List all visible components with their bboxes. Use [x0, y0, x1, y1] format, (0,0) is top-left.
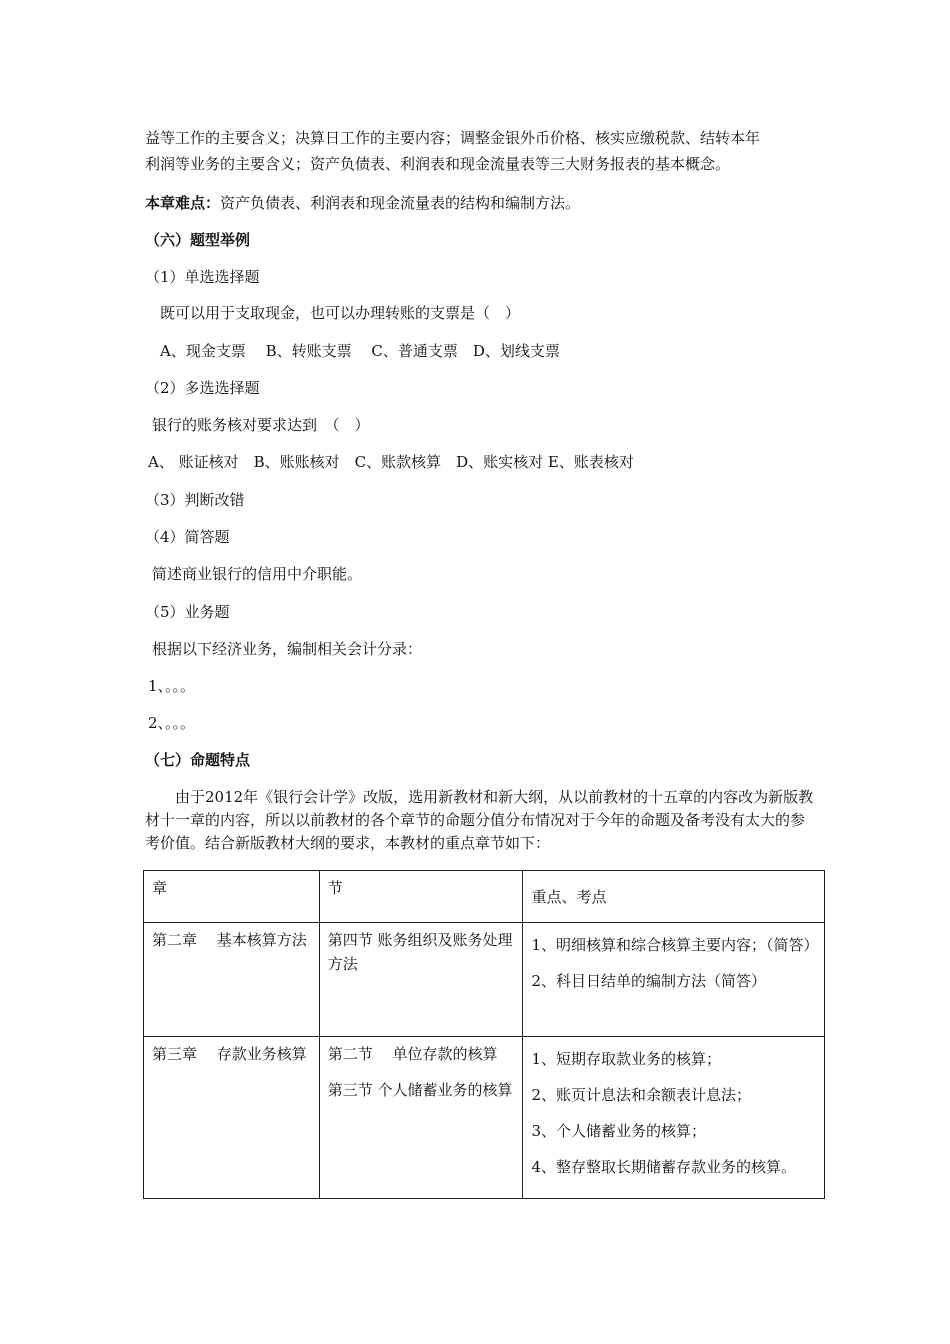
row2-section-1: 第二节 单位存款的核算	[327, 1045, 498, 1063]
q5-item-2: 2、。。。	[148, 714, 196, 732]
row2-chapter: 第三章 存款业务核算	[144, 1037, 320, 1199]
row1-point-2: 2、科目日结单的编制方法（简答）	[531, 972, 766, 990]
row2-point-1: 1、短期存取款业务的核算；	[531, 1050, 721, 1068]
difficulty-label: 本章难点：	[145, 194, 221, 212]
row1-points	[523, 923, 825, 1037]
section-6-heading: （六）题型举例	[145, 231, 251, 249]
row2-sections	[319, 1037, 523, 1199]
row2-point-2: 2、账页计息法和余额表计息法；	[531, 1086, 751, 1104]
q1-options: A、现金支票 B、转账支票 C、普通支票 D、划线支票	[160, 342, 560, 360]
q2-question: 银行的账务核对要求达到 （ ）	[152, 416, 370, 434]
q5-title: （5）业务题	[145, 603, 230, 621]
q2-options: A、 账证核对 B、账账核对 C、账款核算 D、账实核对 E、账表核对	[148, 453, 634, 471]
row2-point-3: 3、个人储蓄业务的核算；	[531, 1122, 706, 1140]
row1-point-1: 1、明细核算和综合核算主要内容；（简答）	[531, 936, 819, 954]
section-7-heading: （七）命题特点	[145, 751, 251, 769]
q2-title: （2）多选选择题	[145, 379, 260, 397]
row2-section-2: 第三节 个人储蓄业务的核算	[327, 1081, 513, 1099]
row1-chapter: 第二章 基本核算方法	[144, 923, 320, 1037]
table-row	[144, 1037, 825, 1199]
q1-question: 既可以用于支取现金，也可以办理转账的支票是（ ）	[160, 304, 521, 322]
header-section: 节	[319, 871, 523, 923]
intro-line-2: 利润等业务的主要含义；资产负债表、利润表和现金流量表等三大财务报表的基本概念。	[145, 155, 731, 173]
header-points: 重点、考点	[523, 871, 825, 923]
key-chapters-table	[143, 870, 825, 1199]
row2-points	[523, 1037, 825, 1199]
header-chapter: 章	[144, 871, 320, 923]
q5-instruction: 根据以下经济业务，编制相关会计分录：	[152, 640, 423, 658]
table-row	[144, 923, 825, 1037]
table-header-row	[144, 871, 825, 923]
row1-section: 第四节 账务组织及账务处理方法	[319, 923, 523, 1037]
q4-question: 简述商业银行的信用中介职能。	[152, 565, 363, 583]
q3-title: （3）判断改错	[145, 491, 245, 509]
section-7-paragraph: 由于2012年《银行会计学》改版，选用新教材和新大纲，从以前教材的十五章的内容改为新版教材十一章的内容，所以以前教材的各个章节的命题分值分布情况对于今年的命题及备考没有太大的参考价值。结合新版教材大纲的要求，本教材的重点章节如下：	[145, 788, 814, 852]
intro-line-1: 益等工作的主要含义；决算日工作的主要内容；调整金银外币价格、核实应缴税款、结转本年	[145, 129, 761, 147]
q5-item-1: 1、。。。	[148, 677, 196, 695]
row2-point-4: 4、整存整取长期储蓄存款业务的核算。	[531, 1158, 796, 1176]
difficulty-text: 资产负债表、利润表和现金流量表的结构和编制方法。	[220, 194, 581, 212]
q4-title: （4）简答题	[145, 528, 230, 546]
q1-title: （1）单选选择题	[145, 268, 260, 286]
difficulty-line	[145, 193, 580, 213]
